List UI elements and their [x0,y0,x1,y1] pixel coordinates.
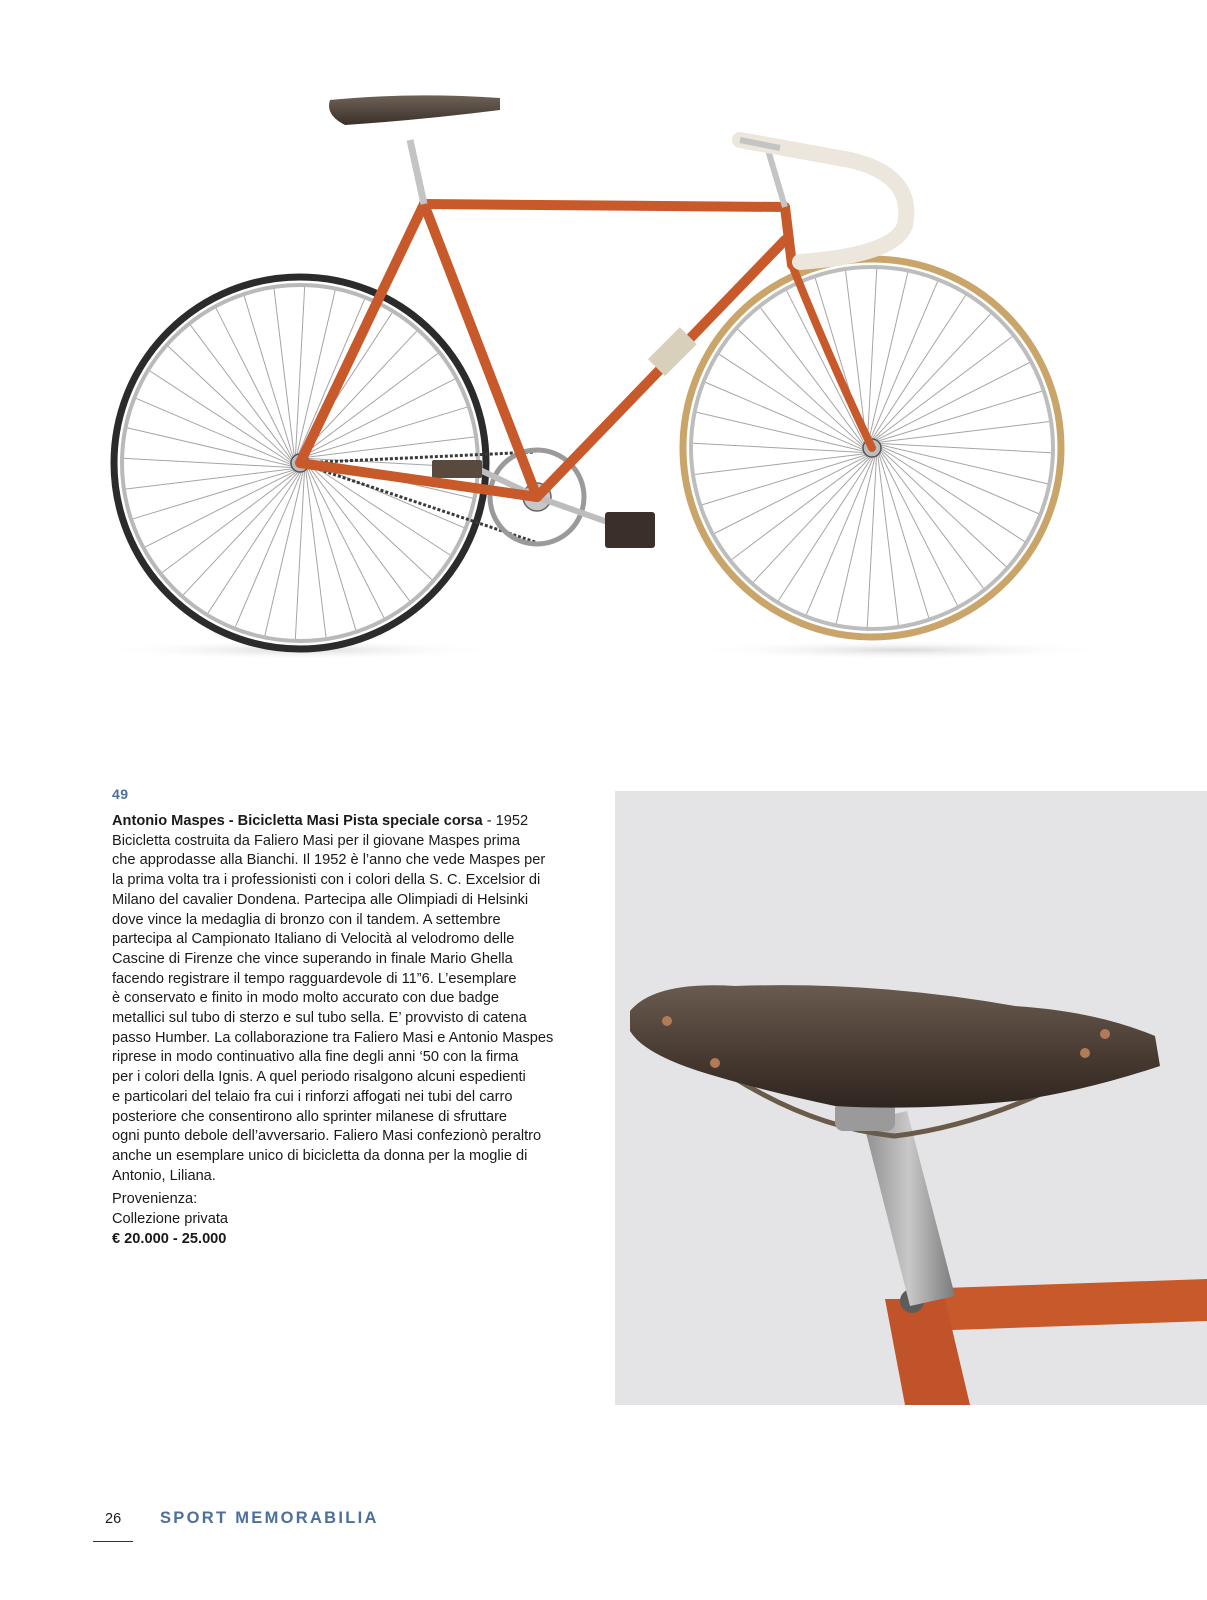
description-line: passo Humber. La collaborazione tra Faliero Masi e Antonio Maspes [112,1029,554,1046]
lot-year: 1952 [495,813,529,829]
section-title: SPORT MEMORABILIA [160,1509,379,1527]
description-line: dove vince la medaglia di bronzo con il tandem. A settembre [112,911,501,928]
page-number: 26 [105,1511,122,1527]
description-line: e particolari del telaio fra cui i rinforzi affogati nei tubi del carro [112,1088,513,1105]
estimate: € 20.000 - 25.000 [112,1230,227,1247]
description-line: partecipa al Campionato Italiano di Velocità al velodromo delle [112,931,515,948]
description-line: Bicicletta costruita da Faliero Masi per il giovane Maspes prima [112,832,520,849]
page-number-rule [93,1541,133,1542]
description-line: per i colori della Ignis. A quel periodo risalgono alcuni espedienti [112,1069,526,1086]
lot-heading [112,812,602,832]
description-line: facendo registrare il tempo ragguardevole di 11”6. L’esemplare [112,970,517,987]
description-line: riprese in modo continuativo alla fine degli anni ‘50 con la firma [112,1049,519,1066]
lot-number: 49 [112,786,129,802]
saddle-detail-photo [615,791,1207,1405]
description-line: la prima volta tra i professionisti con i colori della S. C. Excelsior di [112,872,541,889]
description-line: anche un esemplare unico di bicicletta da donna per la moglie di [112,1147,528,1164]
description-line: ogni punto debole dell’avversario. Faliero Masi confezionò peraltro [112,1128,542,1145]
bicycle-photo [95,85,1115,685]
provenance-label: Provenienza: [112,1191,198,1208]
description-line: metallici sul tubo di sterzo e sul tubo sella. E’ provvisto di catena [112,1010,527,1027]
lot-description [112,832,602,1187]
lot-title: Antonio Maspes - Bicicletta Masi Pista speciale corsa [112,813,483,829]
description-line: è conservato e finito in modo molto accurato con due badge [112,990,499,1007]
lot-description-block [112,812,602,1249]
description-line: Cascine di Firenze che vince superando in finale Mario Ghella [112,950,513,967]
description-line: che approdasse alla Bianchi. Il 1952 è l’anno che vede Maspes per [112,852,546,869]
description-line: Milano del cavalier Dondena. Partecipa alle Olimpiadi di Helsinki [112,891,529,908]
description-line: Antonio, Liliana. [112,1167,216,1184]
lot-title-separator: - [482,813,496,829]
provenance-value: Collezione privata [112,1211,229,1228]
description-line: posteriore che consentirono allo sprinter milanese di sfruttare [112,1108,508,1125]
